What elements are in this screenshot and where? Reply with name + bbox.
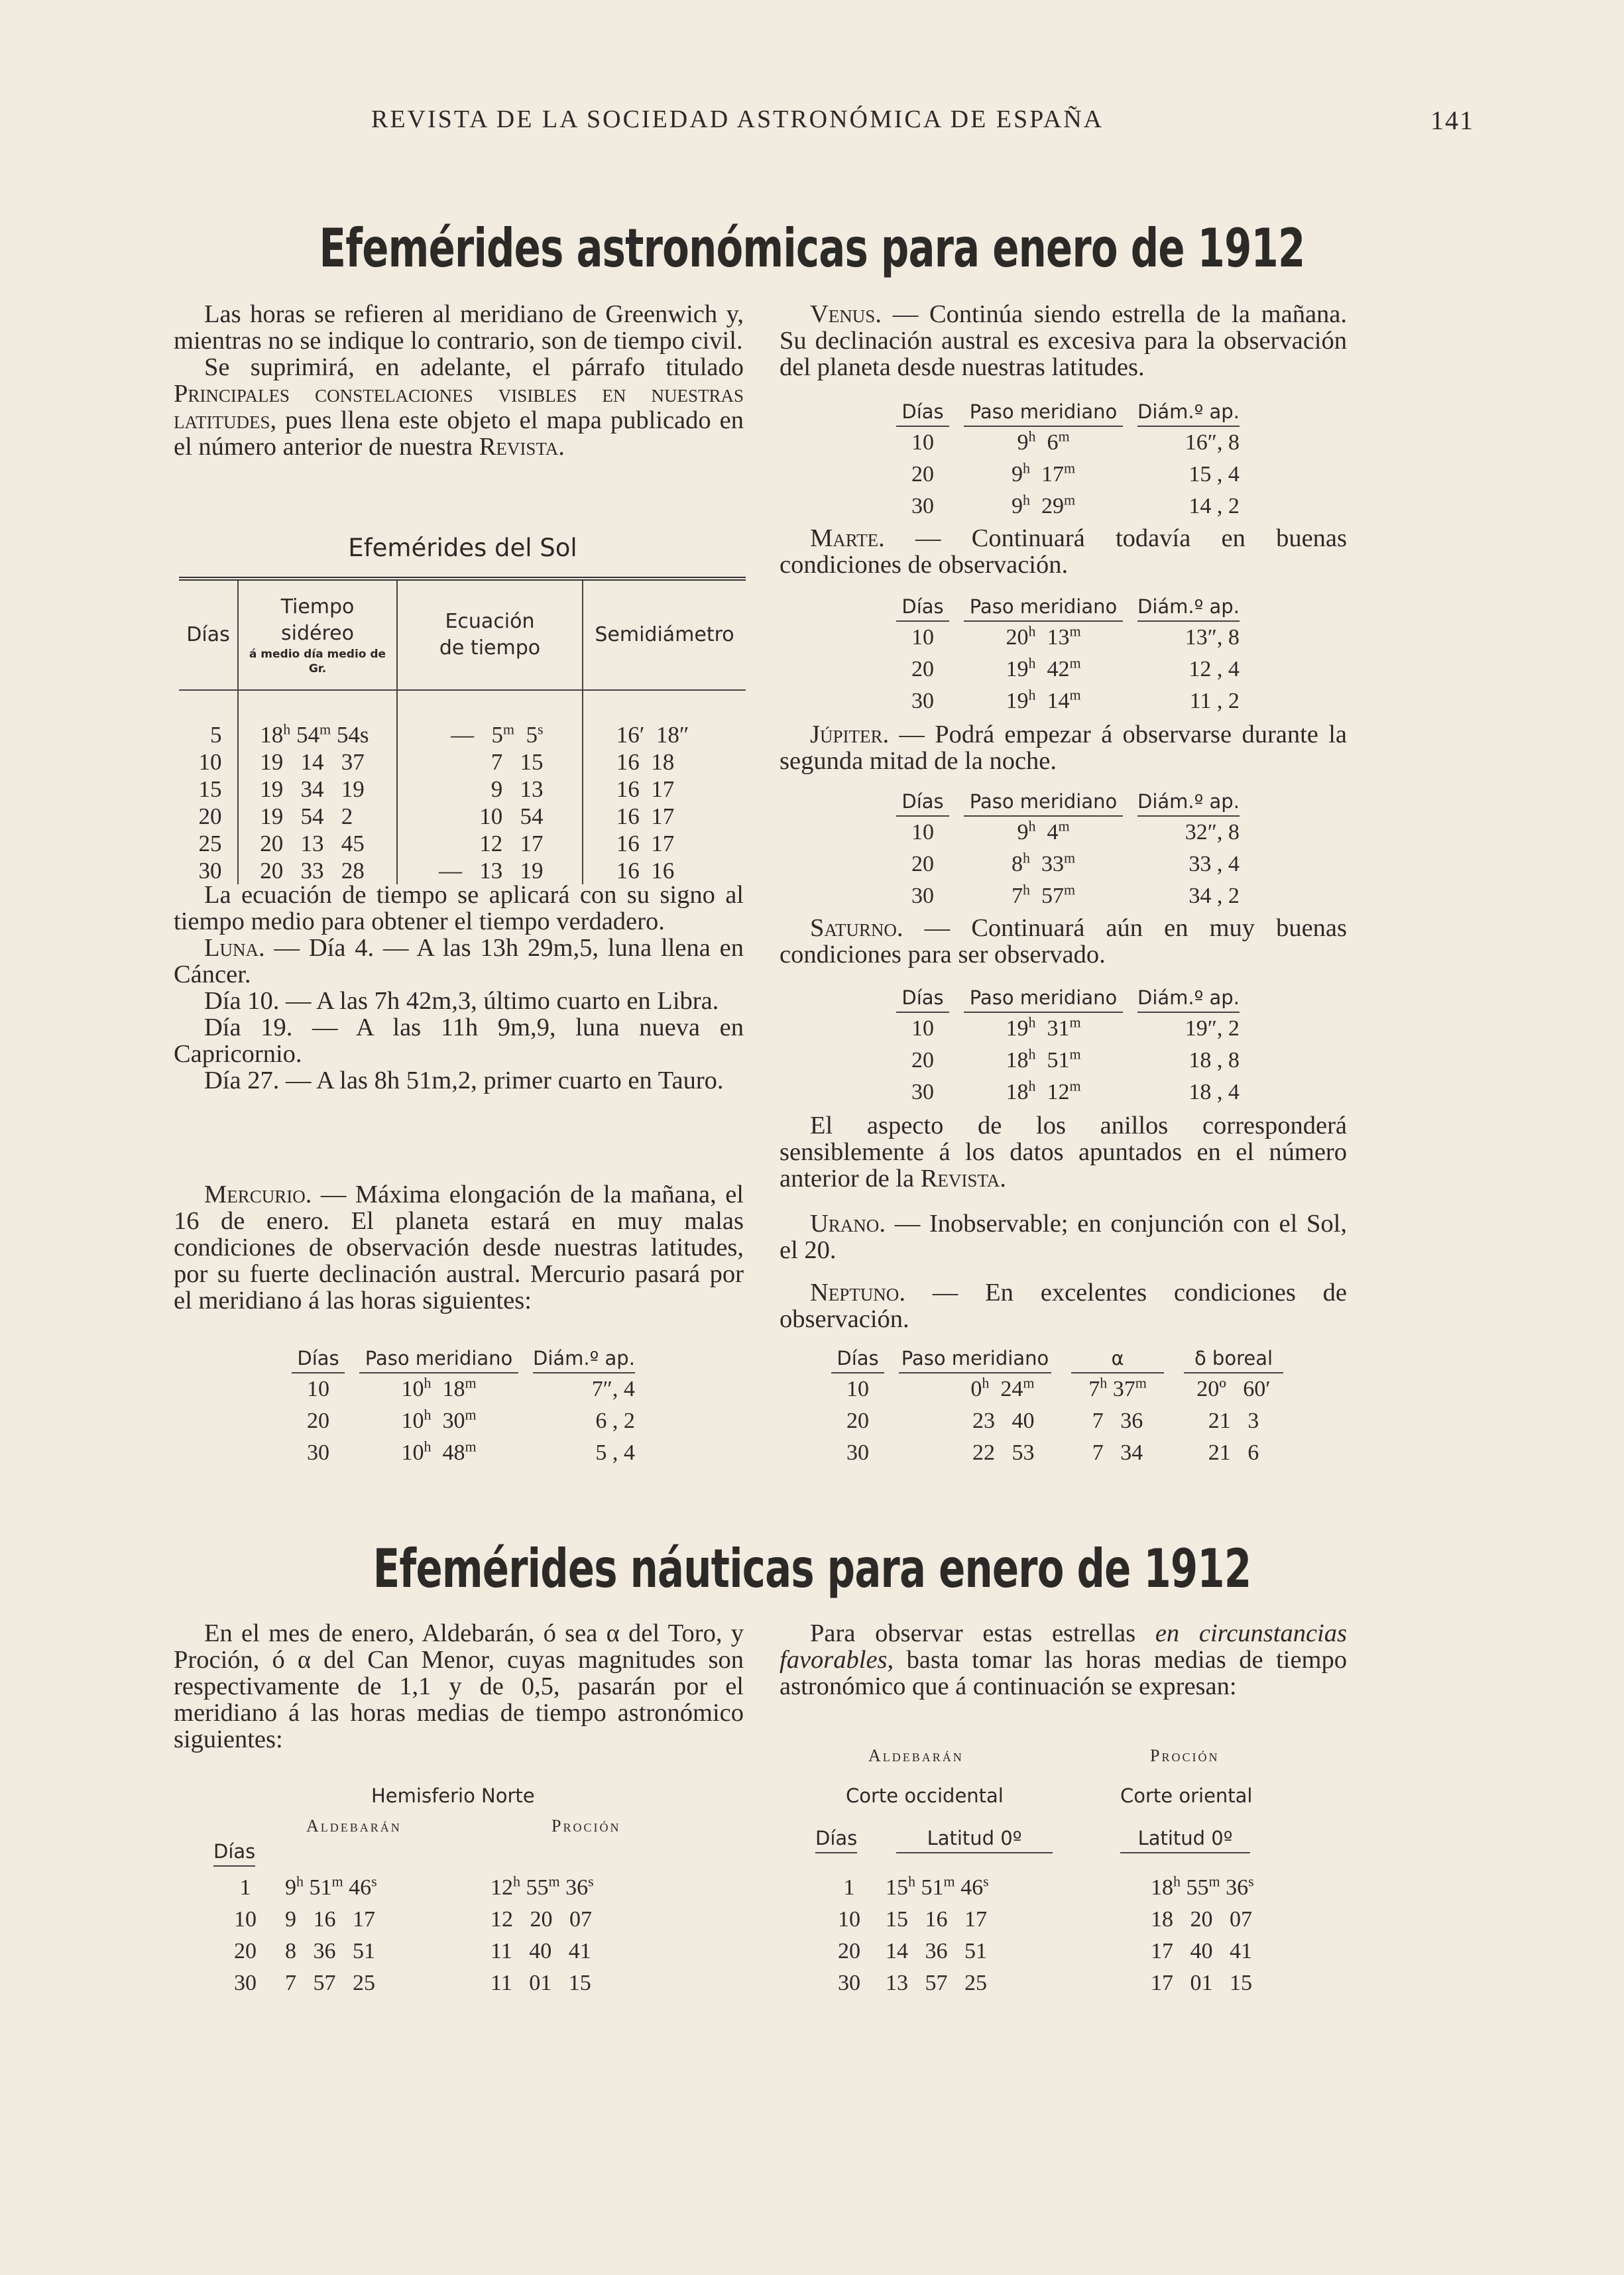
latitud-occ-header: Latitud 0º [896,1827,1053,1853]
cell-diam: 18 , 4 [1189,1080,1240,1104]
saturn-rings-block [780,1112,1347,1192]
mercury-table [292,1347,635,1469]
cell-diam: 16″, 8 [1185,430,1240,455]
uranus-paragraph: Urano. — Inobservable; en conjunción con el Sol, el 20. [780,1210,1347,1264]
cell-tiempo: 19 34 19 [238,776,397,803]
cell-aldebaran: 15$^h$ 51$^m$ 46$^s$ [886,1873,989,1900]
cell-paso: 9$^h$ 4$^m$ [1017,817,1070,845]
table-row [292,1405,635,1437]
col-dias: Días [896,986,949,1012]
nautical-left-paragraph: En el mes de enero, Aldebarán, ó sea α del Toro, y Proción, ó α del Can Menor, cuyas magnitudes son respectivamente de 1,1 y de 0,5, pasarán por el meridiano á las horas medias de tiempo astronómico siguientes: [174,1619,744,1753]
cell-aldebaran: 9 16 17 [285,1907,375,1932]
col-dias: Días [896,790,949,816]
table-row [179,803,746,830]
cell-aldebaran: 9$^h$ 51$^m$ 46$^s$ [285,1873,377,1900]
neptune-col-alpha: α [1071,1347,1164,1373]
saturn-block [780,915,1347,968]
cell-ecuacion: 9 13 [397,776,583,803]
gap [1123,595,1137,621]
cell-dia: 30 [911,689,934,713]
cell-tiempo: 20 33 28 [238,857,397,884]
cell-diam: 13″, 8 [1185,625,1240,650]
cell-dia: 1 [843,1875,855,1900]
cell-dia: 25 [179,830,238,857]
neptune-block [780,1279,1347,1332]
cell-ecuacion: — 13 19 [397,857,583,884]
gap [949,621,964,654]
gap [949,685,964,717]
gap [518,1437,533,1469]
nautical-latitude-table [813,1872,1310,1999]
intro-block [174,301,744,460]
sun-note-block [174,882,744,1094]
cell-dia: 5 [179,690,238,748]
sun-col-ecuacion: Ecuación de tiempo [397,579,583,690]
cell-procion: 12$^h$ 55$^m$ 36$^s$ [491,1873,594,1900]
table-row [205,1904,650,1936]
table-row [896,1045,1240,1077]
cell-diam: 5 , 4 [595,1440,635,1465]
table-row [896,1012,1240,1045]
neptune-col-delta: δ boreal [1184,1347,1283,1373]
table-row [179,857,746,884]
gap [345,1373,359,1405]
mars-paragraph: Marte. — Continuará todavía en buenas condiciones de observación. [780,524,1347,579]
gap [949,654,964,685]
table-row [896,880,1240,912]
cell-dia: 10 [911,430,934,455]
cell-dia: 10 [307,1377,329,1401]
cell-dia: 30 [911,494,934,518]
sun-col-tiempo: Tiempo sidéreo á medio día medio de Gr. [238,579,397,690]
cell-dia: 30 [838,1971,860,1995]
cell-delta: 21 3 [1208,1409,1259,1433]
cell-dia: 30 [234,1971,257,1995]
gap [949,459,964,491]
cell-dia: 20 [846,1409,869,1433]
gap [1123,491,1137,522]
gap [949,816,964,848]
sun-note: La ecuación de tiempo se aplicará con su signo al tiempo medio para obtener el tiempo verdadero. [174,881,744,935]
section-title-nauticas: Efemérides náuticas para enero de 1912 [373,1538,1251,1600]
page-number: 141 [1430,105,1474,135]
cell-diam: 11 , 2 [1189,689,1240,713]
cell-paso: 18$^h$ 12$^m$ [1006,1077,1081,1104]
nautical-right-dias-header: Días [815,1827,857,1853]
gap [949,491,964,522]
procion-label-left: Proción [551,1816,621,1836]
saturn-rings-paragraph: El aspecto de los anillos corresponderá sensiblemente á los datos apuntados en el número anterior de la Revista. [780,1112,1347,1193]
gap [949,1012,964,1045]
table-row [831,1373,1283,1405]
cell-paso: 19$^h$ 42$^m$ [1006,654,1081,681]
cell-tiempo: 19 54 2 [238,803,397,830]
venus-table [896,400,1240,522]
gap [949,848,964,880]
table-row [896,491,1240,522]
table-row [292,1437,635,1469]
table-row [896,459,1240,491]
mars-table [896,595,1240,717]
table-row [205,1872,650,1904]
cell-paso: 7$^h$ 57$^m$ [1011,881,1076,908]
cell-paso: 19$^h$ 14$^m$ [1006,686,1081,713]
cell-dia: 20 [911,462,934,487]
cell-alpha: 7$^h$ 37$^m$ [1088,1374,1147,1401]
nautical-right-paragraph: Para observar estas estrellas en circunstancias favorables, basta tomar las horas medias de tiempo astronómico que á continuación se expresan: [780,1619,1347,1700]
gap [1164,1437,1184,1469]
col-diam: Diám.º ap. [533,1347,635,1373]
cell-diam: 33 , 4 [1189,852,1240,876]
aldebaran-label-left: Aldebarán [306,1816,402,1836]
gap [518,1347,533,1373]
gap [1164,1373,1184,1405]
moon-paragraph-4: Día 27. — A las 8h 51m,2, primer cuarto en Tauro. [204,1067,724,1094]
cell-dia: 30 [846,1440,869,1465]
table-row [896,621,1240,654]
cell-dia: 20 [911,1048,934,1073]
cell-diam: 14 , 2 [1189,494,1240,518]
gap [345,1347,359,1373]
cell-aldebaran: 7 57 25 [285,1971,375,1995]
sun-table-title: Efemérides del Sol [348,534,577,562]
cell-dia: 10 [179,748,238,776]
cell-dia: 20 [307,1409,329,1433]
nautical-north-table [205,1872,650,1999]
table-row [831,1405,1283,1437]
gap [949,426,964,459]
gap [949,880,964,912]
gap [518,1405,533,1437]
gap [1123,816,1137,848]
moon-paragraph-3: Día 19. — A las 11h 9m,9, luna nueva en Capricornio. [174,1014,744,1068]
gap [1123,1045,1137,1077]
gap [1123,848,1137,880]
gap [1123,654,1137,685]
cell-semidiametro: 16 16 [587,857,675,884]
cell-ecuacion: 10 54 [397,803,583,830]
cell-dia: 30 [911,884,934,908]
cell-paso: 22 53 [972,1440,1051,1465]
intro-paragraph-2: Se suprimirá, en adelante, el párrafo titulado Principales constelaciones visibles en nuestras latitudes, pues llena este objeto el mapa publicado en el número anterior de nuestra Revista. [174,353,744,461]
moon-paragraph-2: Día 10. — A las 7h 42m,3, último cuarto en Libra. [204,987,719,1015]
nautical-left-text-block [174,1620,744,1753]
col-diam: Diám.º ap. [1137,790,1240,816]
nautical-right-text-block [780,1620,1347,1700]
cell-procion: 18$^h$ 55$^m$ 36$^s$ [1151,1873,1254,1900]
cell-ecuacion: 7 15 [397,748,583,776]
gap [884,1437,899,1469]
sun-col-dias: Días [179,579,238,690]
cell-procion: 18 20 07 [1151,1907,1252,1932]
table-row [813,1904,1310,1936]
cell-tiempo: 18$^h$ 54$^m$ 54s [238,690,397,748]
table-row [179,748,746,776]
uranus-block [780,1210,1347,1263]
saturn-table [896,986,1240,1108]
gap [949,595,964,621]
cell-procion: 11 40 41 [491,1939,591,1963]
cell-aldebaran: 14 36 51 [886,1939,987,1963]
corte-oriental-label: Corte oriental [1120,1784,1253,1807]
sun-ephemeris-table [179,577,746,884]
cell-dia: 10 [234,1907,257,1932]
table-row [813,1936,1310,1967]
neptune-col-paso: Paso meridiano [899,1347,1051,1373]
cell-delta: 21 6 [1208,1440,1259,1465]
table-row [205,1936,650,1967]
section-title-astronomicas: Efemérides astronómicas para enero de 1912 [319,217,1305,279]
cell-semidiametro: 16 18 [587,748,675,775]
col-diam: Diám.º ap. [1137,400,1240,426]
venus-paragraph: Venus. — Continúa siendo estrella de la mañana. Su declinación austral es excesiva para la observación del planeta desde nuestras latitudes. [780,300,1347,381]
cell-paso: 20$^h$ 13$^m$ [1006,622,1081,650]
gap [1051,1405,1071,1437]
nautical-left-dias-header: Días [213,1840,255,1867]
mercury-block [174,1181,744,1314]
moon-paragraph-1: Luna. — Día 4. — A las 13h 29m,5, luna llena en Cáncer. [174,934,744,988]
gap [884,1373,899,1405]
cell-alpha: 7 36 [1092,1409,1143,1433]
cell-paso: 8$^h$ 33$^m$ [1011,849,1076,876]
cell-dia: 10 [846,1377,869,1401]
procion-label-right: Proción [1150,1746,1220,1765]
cell-semidiametro: 16 17 [587,803,675,829]
gap [1123,426,1137,459]
cell-diam: 6 , 2 [595,1409,635,1433]
running-head: REVISTA DE LA SOCIEDAD ASTRONÓMICA DE ESPAÑA [371,105,1104,133]
table-row [205,1967,650,1999]
neptune-paragraph: Neptuno. — En excelentes condiciones de observación. [780,1279,1347,1333]
cell-paso: 18$^h$ 51$^m$ [1006,1045,1081,1073]
cell-ecuacion: — 5$^m$ 5$^s$ [397,690,583,748]
col-dias: Días [896,595,949,621]
cell-dia: 20 [838,1939,860,1963]
cell-dia: 20 [234,1939,257,1963]
cell-aldebaran: 13 57 25 [886,1971,987,1995]
latitud-ori-header: Latitud 0º [1120,1827,1250,1853]
table-row [896,1077,1240,1108]
cell-dia: 20 [911,657,934,681]
aldebaran-label-right: Aldebarán [868,1746,964,1765]
gap [1051,1437,1071,1469]
col-paso: Paso meridiano [964,595,1123,621]
cell-diam: 7″, 4 [591,1377,635,1401]
table-row [896,426,1240,459]
col-paso: Paso meridiano [359,1347,518,1373]
table-row [292,1373,635,1405]
gap [1123,400,1137,426]
cell-paso: 9$^h$ 6$^m$ [1017,428,1070,455]
cell-paso: 10$^h$ 48$^m$ [401,1438,477,1465]
mars-block [780,525,1347,578]
cell-paso: 23 40 [972,1409,1051,1433]
cell-diam: 19″, 2 [1185,1016,1240,1041]
cell-delta: 20º 60′ [1196,1377,1271,1401]
gap [1123,790,1137,816]
cell-dia: 30 [911,1080,934,1104]
gap [1123,621,1137,654]
cell-dia: 10 [911,625,934,650]
cell-dia: 30 [307,1440,329,1465]
gap [1123,986,1137,1012]
table-row [813,1872,1310,1904]
cell-procion: 12 20 07 [491,1907,592,1932]
gap [1164,1405,1184,1437]
cell-dia: 20 [911,852,934,876]
neptune-col-dias: Días [831,1347,884,1373]
cell-dia: 20 [179,803,238,830]
jupiter-paragraph: Júpiter. — Podrá empezar á observarse durante la segunda mitad de la noche. [780,721,1347,775]
gap [1123,459,1137,491]
cell-semidiametro: 16 17 [587,830,675,856]
venus-block [780,301,1347,380]
cell-tiempo: 20 13 45 [238,830,397,857]
cell-dia: 15 [179,776,238,803]
hemisferio-norte-label: Hemisferio Norte [371,1784,535,1807]
cell-paso: 10$^h$ 30$^m$ [401,1406,477,1433]
gap [884,1405,899,1437]
table-row [831,1437,1283,1469]
cell-diam: 15 , 4 [1189,462,1240,487]
cell-dia: 10 [911,1016,934,1041]
gap [345,1437,359,1469]
gap [1123,685,1137,717]
col-diam: Diám.º ap. [1137,986,1240,1012]
cell-paso: 9$^h$ 29$^m$ [1011,491,1076,518]
cell-diam: 34 , 2 [1189,884,1240,908]
cell-aldebaran: 15 16 17 [886,1907,987,1932]
cell-diam: 12 , 4 [1189,657,1240,681]
table-row [896,685,1240,717]
table-row [179,776,746,803]
cell-tiempo: 19 14 37 [238,748,397,776]
table-row [179,830,746,857]
cell-paso: 10$^h$ 18$^m$ [401,1374,477,1401]
intro-paragraph-1: Las horas se refieren al meridiano de Greenwich y, mientras no se indique lo contrario, son de tiempo civil. [174,300,744,355]
sun-col-semidiametro: Semidiámetro [583,579,746,690]
cell-paso: 9$^h$ 17$^m$ [1011,459,1076,487]
cell-paso: 0$^h$ 24$^m$ [970,1374,1035,1401]
col-dias: Días [896,400,949,426]
col-diam: Diám.º ap. [1137,595,1240,621]
col-dias: Días [292,1347,345,1373]
cell-procion: 17 01 15 [1151,1971,1252,1995]
cell-dia: 10 [838,1907,860,1932]
jupiter-table [896,790,1240,912]
cell-procion: 11 01 15 [491,1971,591,1995]
cell-diam: 32″, 8 [1185,820,1240,845]
cell-semidiametro: 16 17 [587,776,675,802]
cell-dia: 30 [179,857,238,884]
cell-dia: 10 [911,820,934,845]
jupiter-block [780,721,1347,774]
col-paso: Paso meridiano [964,986,1123,1012]
cell-semidiametro: 16′ 18″ [587,721,689,748]
gap [345,1405,359,1437]
table-row [896,654,1240,685]
corte-occidental-label: Corte occidental [846,1784,1004,1807]
cell-paso: 19$^h$ 31$^m$ [1006,1014,1081,1041]
cell-alpha: 7 34 [1092,1440,1143,1465]
mercury-paragraph: Mercurio. — Máxima elongación de la mañana, el 16 de enero. El planeta estará en muy malas condiciones de observación desde nuestras latitudes, por su fuerte declinación austral. Mercurio pasará por el meridiano á las horas siguientes: [174,1181,744,1314]
gap [949,986,964,1012]
table-row [179,690,746,748]
cell-procion: 17 40 41 [1151,1939,1252,1963]
table-row [813,1967,1310,1999]
gap [518,1373,533,1405]
col-paso: Paso meridiano [964,400,1123,426]
saturn-paragraph: Saturno. — Continuará aún en muy buenas condiciones para ser observado. [780,914,1347,968]
gap [1051,1373,1071,1405]
gap [949,790,964,816]
gap [1123,880,1137,912]
neptune-table [831,1347,1283,1469]
table-row [896,816,1240,848]
gap [1123,1012,1137,1045]
cell-aldebaran: 8 36 51 [285,1939,375,1963]
cell-diam: 18 , 8 [1189,1048,1240,1073]
cell-dia: 1 [239,1875,251,1900]
gap [1123,1077,1137,1108]
gap [949,1077,964,1108]
gap [949,400,964,426]
gap [949,1045,964,1077]
col-paso: Paso meridiano [964,790,1123,816]
table-row [896,848,1240,880]
cell-ecuacion: 12 17 [397,830,583,857]
